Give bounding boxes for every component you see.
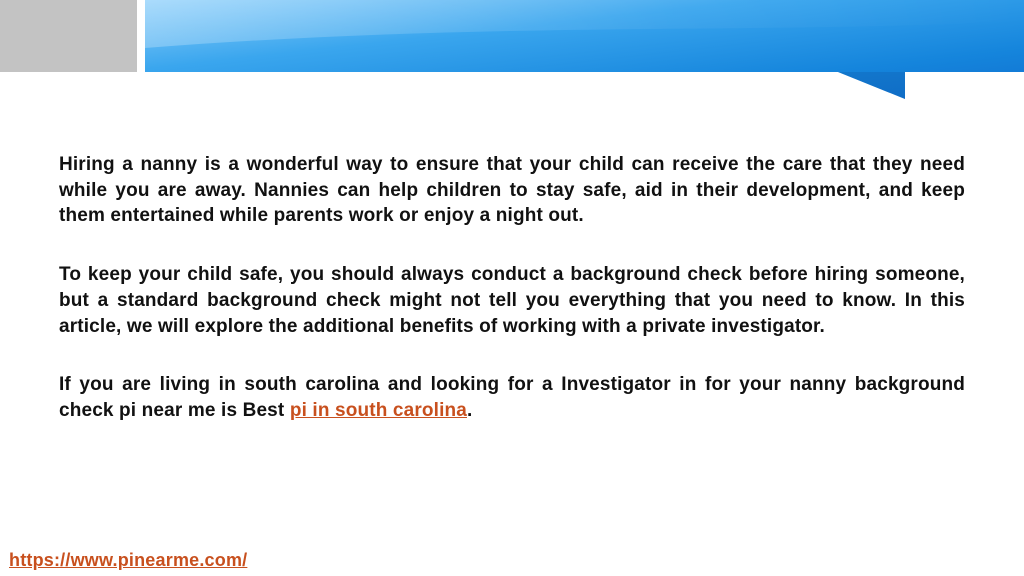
footer-website-link[interactable]: https://www.pinearme.com/ <box>9 550 248 570</box>
blue-header-banner <box>0 0 1024 100</box>
paragraph-background-check: To keep your child safe, you should always conduct a background check before hiring someone, but a standard background check might not tell you everything that you need to know. In this article, we will explore the additional benefits of working with a private investigator. <box>59 264 965 337</box>
paragraph-south-carolina <box>59 372 965 423</box>
article-body <box>59 152 965 457</box>
paragraph-south-carolina-end: . <box>467 399 473 421</box>
paragraph-intro: Hiring a nanny is a wonderful way to ensure that your child can receive the care that they need while you are away. Nannies can help children to stay safe, aid in their development, and keep them entertained while parents work or enjoy a night out. <box>59 154 965 227</box>
pi-south-carolina-link[interactable]: pi in south carolina <box>289 399 467 421</box>
paragraph-south-carolina-text: If you are living in south carolina and looking for a Investigator in for your nanny background check pi near me is Best <box>59 374 965 421</box>
